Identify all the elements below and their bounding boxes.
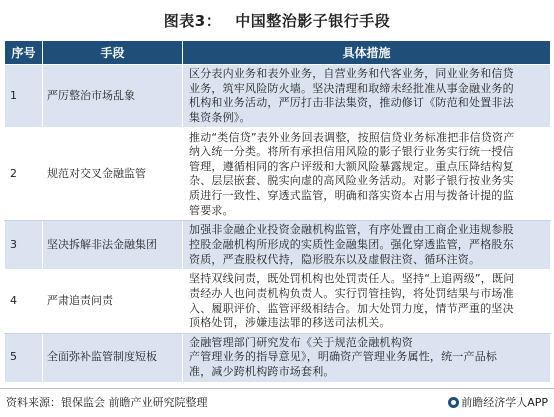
header-means: 手段 <box>43 41 183 65</box>
row-number: 1 <box>5 65 43 128</box>
measure-line: 杂、层层嵌套、脱实向虚的高风险业务活动。对影子银行按业务实 <box>189 174 514 188</box>
measure-line: 入、履职评价、监管评级相结合。加大处罚力度，情节严重的坚决 <box>189 301 514 315</box>
brand-credit[interactable] <box>448 394 548 410</box>
row-number: 5 <box>5 333 43 382</box>
measure-line: 顶格处罚，涉嫌违法罪的移送司法机关。 <box>189 316 391 330</box>
measure-line: 控股金融机构所形成的实质性金融集团。强化穿透监管，严格股东 <box>189 238 514 252</box>
measure-line: 加强非金融企业投资金融机构监管，有序处置由工商企业违规参股 <box>189 223 514 237</box>
measure-line: 集资条例》。 <box>189 110 251 124</box>
row-measures <box>183 333 551 382</box>
row-measures <box>183 65 551 128</box>
document-title <box>0 10 554 31</box>
measure-line: 责经办人也问责机构负责人。实行罚管挂钩，将处罚结果与市场准 <box>189 286 514 300</box>
title-text: 中国整治影子银行手段 <box>235 12 391 30</box>
row-measures <box>183 128 551 221</box>
row-measures <box>183 221 551 270</box>
measure-line: 金融管理部门研究发布《关于规范金融机构资 <box>189 335 413 349</box>
measure-line: 推动“类信贷”表外业务回表调整，按照信贷业务标准把非信贷资产 <box>189 130 515 144</box>
measure-line: 坚持双线问责，既处罚机构也处罚责任人。坚持“上追两级”，既问 <box>189 272 515 286</box>
measure-line: 管要求。 <box>189 203 234 217</box>
qianzhan-logo-icon <box>448 397 459 408</box>
row-means: 严肃追责问责 <box>43 270 183 333</box>
table-header-row <box>5 41 551 65</box>
table-row <box>5 128 551 221</box>
row-number: 2 <box>5 128 43 221</box>
source-note: 资料来源：银保监会 前瞻产业研究院整理 <box>6 396 208 409</box>
measure-line: 区分表内业务和表外业务，自营业务和代客业务，同业业务和信贷 <box>189 67 514 80</box>
table-row <box>5 221 551 270</box>
row-means: 严厉整治市场乱象 <box>43 65 183 128</box>
measure-line: 管理，遵循相同的客户评级和大额风险暴露规定。重点压降结构复 <box>189 159 514 173</box>
measure-line: 业务，筑牢风险防火墙。坚决清理和取缔未经批准从事金融业务的 <box>189 81 514 95</box>
row-means: 全面弥补监管制度短板 <box>43 333 183 382</box>
measure-line: 准，减少跨机构跨市场套利。 <box>189 364 335 378</box>
row-means: 坚决拆解非法金融集团 <box>43 221 183 270</box>
measure-line: 产管理业务的指导意见》，明确资产管理业务属性，统一产品标 <box>189 350 498 364</box>
row-measures <box>183 270 551 333</box>
table-row <box>5 270 551 333</box>
measure-line: 资质，严查股权代持，隐形股东以及虚假注资、循环注资。 <box>189 252 481 266</box>
row-number: 3 <box>5 221 43 270</box>
measure-line: 质进行一致性、穿透式监管，明确和落实资本占用与拨备计提的监 <box>189 188 514 202</box>
header-seq: 序号 <box>5 41 43 65</box>
header-measures: 具体措施 <box>183 41 551 65</box>
page-footer <box>0 388 554 411</box>
row-number: 4 <box>5 270 43 333</box>
measure-line: 机构和业务活动，严厉打击非法集资，推动修订《防范和处置非法 <box>189 96 514 110</box>
brand-name: 前瞻经济学人APP <box>461 396 548 409</box>
measures-table <box>4 40 551 383</box>
table-row <box>5 333 551 382</box>
measure-line: 纳入统一分类。将所有承担信用风险的影子银行业务实行统一授信 <box>189 145 514 159</box>
title-label: 图表3： <box>163 12 222 30</box>
table-row <box>5 65 551 128</box>
row-means: 规范对交叉金融监管 <box>43 128 183 221</box>
